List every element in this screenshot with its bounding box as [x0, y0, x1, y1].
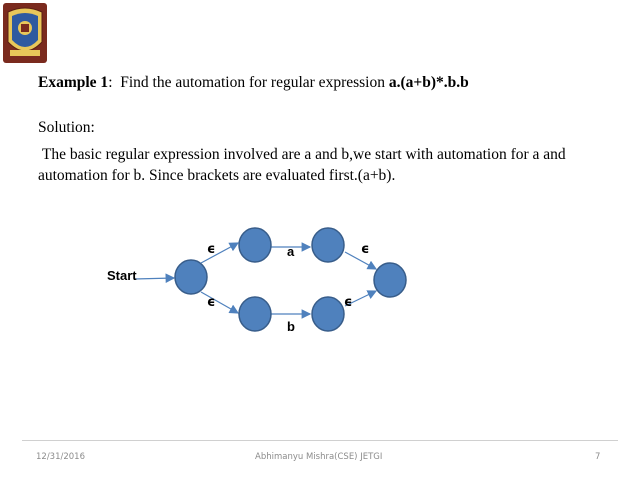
title-expression: a.(a+b)*.b.b	[388, 74, 469, 91]
nfa-diagram	[0, 200, 638, 360]
edge-start	[134, 278, 174, 279]
state-top-right	[312, 228, 344, 262]
start-label: Start	[107, 268, 137, 283]
solution-text: The basic regular expression involved are a and b,we start with automation for a and automation for b. Since brackets are evaluated first.(a+b).	[38, 146, 570, 184]
b-label: b	[287, 319, 295, 334]
title-text: Find the automation for regular expression	[120, 74, 389, 91]
epsilon-bottom-left-label: ϵ	[207, 295, 216, 310]
footer-date: 12/31/2016	[36, 452, 85, 462]
college-logo-icon	[2, 2, 48, 64]
state-bottom-left	[239, 297, 271, 331]
footer-page-number: 7	[595, 452, 601, 462]
solution-label: Solution:	[38, 119, 95, 136]
a-label: a	[287, 244, 295, 259]
footer-author: Abhimanyu Mishra(CSE) JETGI	[255, 452, 383, 462]
state-final	[374, 263, 406, 297]
footer-divider	[22, 440, 618, 441]
epsilon-top-left-label: ϵ	[207, 242, 216, 257]
state-bottom-right	[312, 297, 344, 331]
state-top-left	[239, 228, 271, 262]
slide-title	[38, 74, 469, 92]
epsilon-bottom-right-label: ϵ	[344, 295, 353, 310]
epsilon-top-right-label: ϵ	[361, 242, 370, 257]
state-start	[175, 260, 207, 294]
title-prefix: Example 1	[38, 74, 109, 91]
title-separator: :	[108, 74, 121, 91]
